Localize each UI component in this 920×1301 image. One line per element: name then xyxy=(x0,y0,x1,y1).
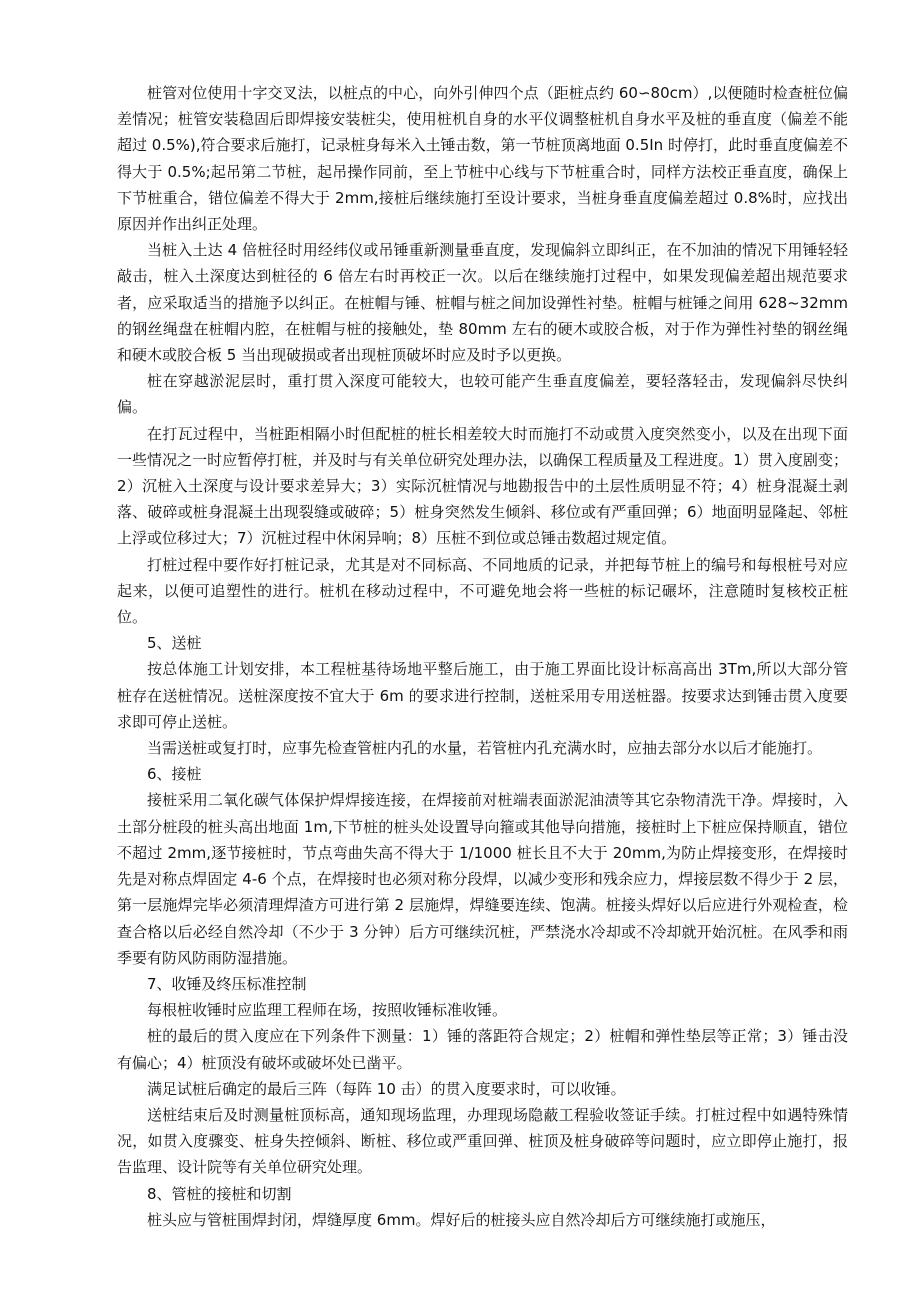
paragraph-silt-layer: 桩在穿越淤泥层时，重打贯入深度可能较大，也较可能产生垂直度偏差，要轻落轻击，发现偏斜尽快纠偏。 xyxy=(117,372,848,417)
paragraph-pile-sending-water: 当需送桩或复打时，应事先检查管桩内孔的水量，若管桩内孔充满水时，应抽去部分水以后才能施打。 xyxy=(147,739,823,758)
paragraph-welding-procedure: 接桩采用二氧化碳气体保护焊焊接连接，在焊接前对桩端表面淤泥油渍等其它杂物清洗干净。焊接时，入土部分桩段的桩头高出地面 1m,下节桩的桩头处设置导向箍或其他导向措施，接桩时上下桩应保持顺直，错位不超过 2mm,逐节接桩时，节点弯曲失高不得大于 1/1000 桩长且不大于 20mm,为防止焊接变形，在焊接时先是对称点焊固定 4-6 个点，在焊接时也必须对称分段焊，以减少变形和残余应力，焊接层数不得少于 2 层，第一层施焊完毕必须清理焊渣方可进行第 2 层施焊，焊缝要连续、饱满。桩接头焊好以后应进行外观检查，检查合格以后必经自然冷却（不少于 3 分钟）后方可继续沉桩，严禁浇水冷却或不冷却就开始沉桩。在风季和雨季要有防风防雨防湿措施。 xyxy=(117,791,848,967)
section-heading-joining-cutting: 8、管桩的接桩和切割 xyxy=(147,1184,292,1203)
paragraph-supervisor-present: 每根桩收锤时应监理工程师在场，按照收锤标准收锤。 xyxy=(147,1001,508,1020)
document-page xyxy=(117,80,848,1233)
paragraph-pile-top-survey: 送桩结束后及时测量桩顶标高，通知现场监理，办理现场隐蔽工程验收签证手续。打桩过程中如遇特殊情况，如贯入度骤变、桩身失控倾斜、断桩、移位或严重回弹、桩顶及桩身破碎等问题时，应立即停止施打，报告监理、设计院等有关单位研究处理。 xyxy=(117,1105,848,1177)
section-heading-pile-joining: 6、接桩 xyxy=(147,765,202,784)
paragraph-pile-sending-plan: 按总体施工计划安排，本工程桩基待场地平整后施工，由于施工界面比设计标高高出 3Tm,所以大部分管桩存在送桩情况。送桩深度按不宜大于 6m 的要求进行控制，送桩采用专用送桩器。按要求达到锤击贯入度要求即可停止送桩。 xyxy=(117,660,848,731)
paragraph-final-sets: 满足试桩后确定的最后三阵（每阵 10 击）的贯入度要求时，可以收锤。 xyxy=(147,1079,626,1098)
paragraph-verticality-check: 当桩入土达 4 倍桩径时用经纬仪或吊锤重新测量垂直度，发现偏斜立即纠正，在不加油的情况下用锤轻轻敲击，桩入土深度达到桩径的 6 倍左右时再校正一次。以后在继续施打过程中，如果发现偏差超出规范要求者，应采取适当的措施予以纠正。在桩帽与锤、桩帽与桩之间加设弹性衬垫。桩帽与桩锤之间用 628~32mm 的钢丝绳盘在桩帽内腔，在桩帽与桩的接触处，垫 80mm 左右的硬木或胶合板，对于作为弹性衬垫的钢丝绳和硬木或胶合板 5 当出现破损或者出现桩顶破坏时应及时予以更换。 xyxy=(117,241,848,365)
paragraph-joint-welding: 桩头应与管桩围焊封闭，焊缝厚度 6mm。焊好后的桩接头应自然冷却后方可继续施打或施压， xyxy=(147,1210,776,1229)
section-heading-final-hammering: 7、收锤及终压标准控制 xyxy=(147,974,307,993)
paragraph-pile-alignment: 桩管对位使用十字交叉法，以桩点的中心，向外引伸四个点（距桩点约 60∽80cm）,以便随时检查桩位偏差情况；桩管安装稳固后即焊接安装桩尖，使用桩机自身的水平仪调整桩机自身水平及桩的垂直度（偏差不能超过 0.5%),符合要求后施打，记录桩身每米入土锤击数，第一节桩顶离地面 0.5In 时停打，此时垂直度偏差不得大于 0.5%;起吊第二节桩，起吊操作同前，至上节桩中心线与下节桩重合时，同样方法校正垂直度，确保上下节桩重合，错位偏差不得大于 2mm,接桩后继续施打至设计要求，当桩身垂直度偏差超过 0.8%时，应找出原因并作出纠正处理。 xyxy=(117,84,848,234)
paragraph-stop-piling-conditions: 在打瓦过程中，当桩距相隔小时但配桩的桩长相差较大时而施打不动或贯入度突然变小，以及在出现下面一些情况之一时应暂停打桩，并及时与有关单位研究处理办法，以确保工程质量及工程进度。1）贯入度剧变；2）沉桩入土深度与设计要求差异大；3）实际沉桩情况与地勘报告中的土层性质明显不符；4）桩身混凝土剥落、破碎或桩身混凝土出现裂缝或破碎；5）桩身突然发生倾斜、移位或有严重回弹；6）地面明显隆起、邻桩上浮或位移过大；7）沉桩过程中休闲异响；8）压桩不到位或总锤击数超过规定值。 xyxy=(117,424,848,548)
paragraph-piling-records: 打桩过程中要作好打桩记录，尤其是对不同标高、不同地质的记录，并把每节桩上的编号和每根桩号对应起来，以便可追塑性的进行。桩机在移动过程中，不可避免地会将一些桩的标记碾坏，注意随时复核校正桩位。 xyxy=(117,555,848,627)
paragraph-penetration-conditions: 桩的最后的贯入度应在下列条件下测量：1）锤的落距符合规定；2）桩帽和弹性垫层等正常；3）锤击没有偏心；4）桩顶没有破坏或破坏处已凿平。 xyxy=(117,1027,848,1072)
section-heading-pile-sending: 5、送桩 xyxy=(147,634,202,653)
